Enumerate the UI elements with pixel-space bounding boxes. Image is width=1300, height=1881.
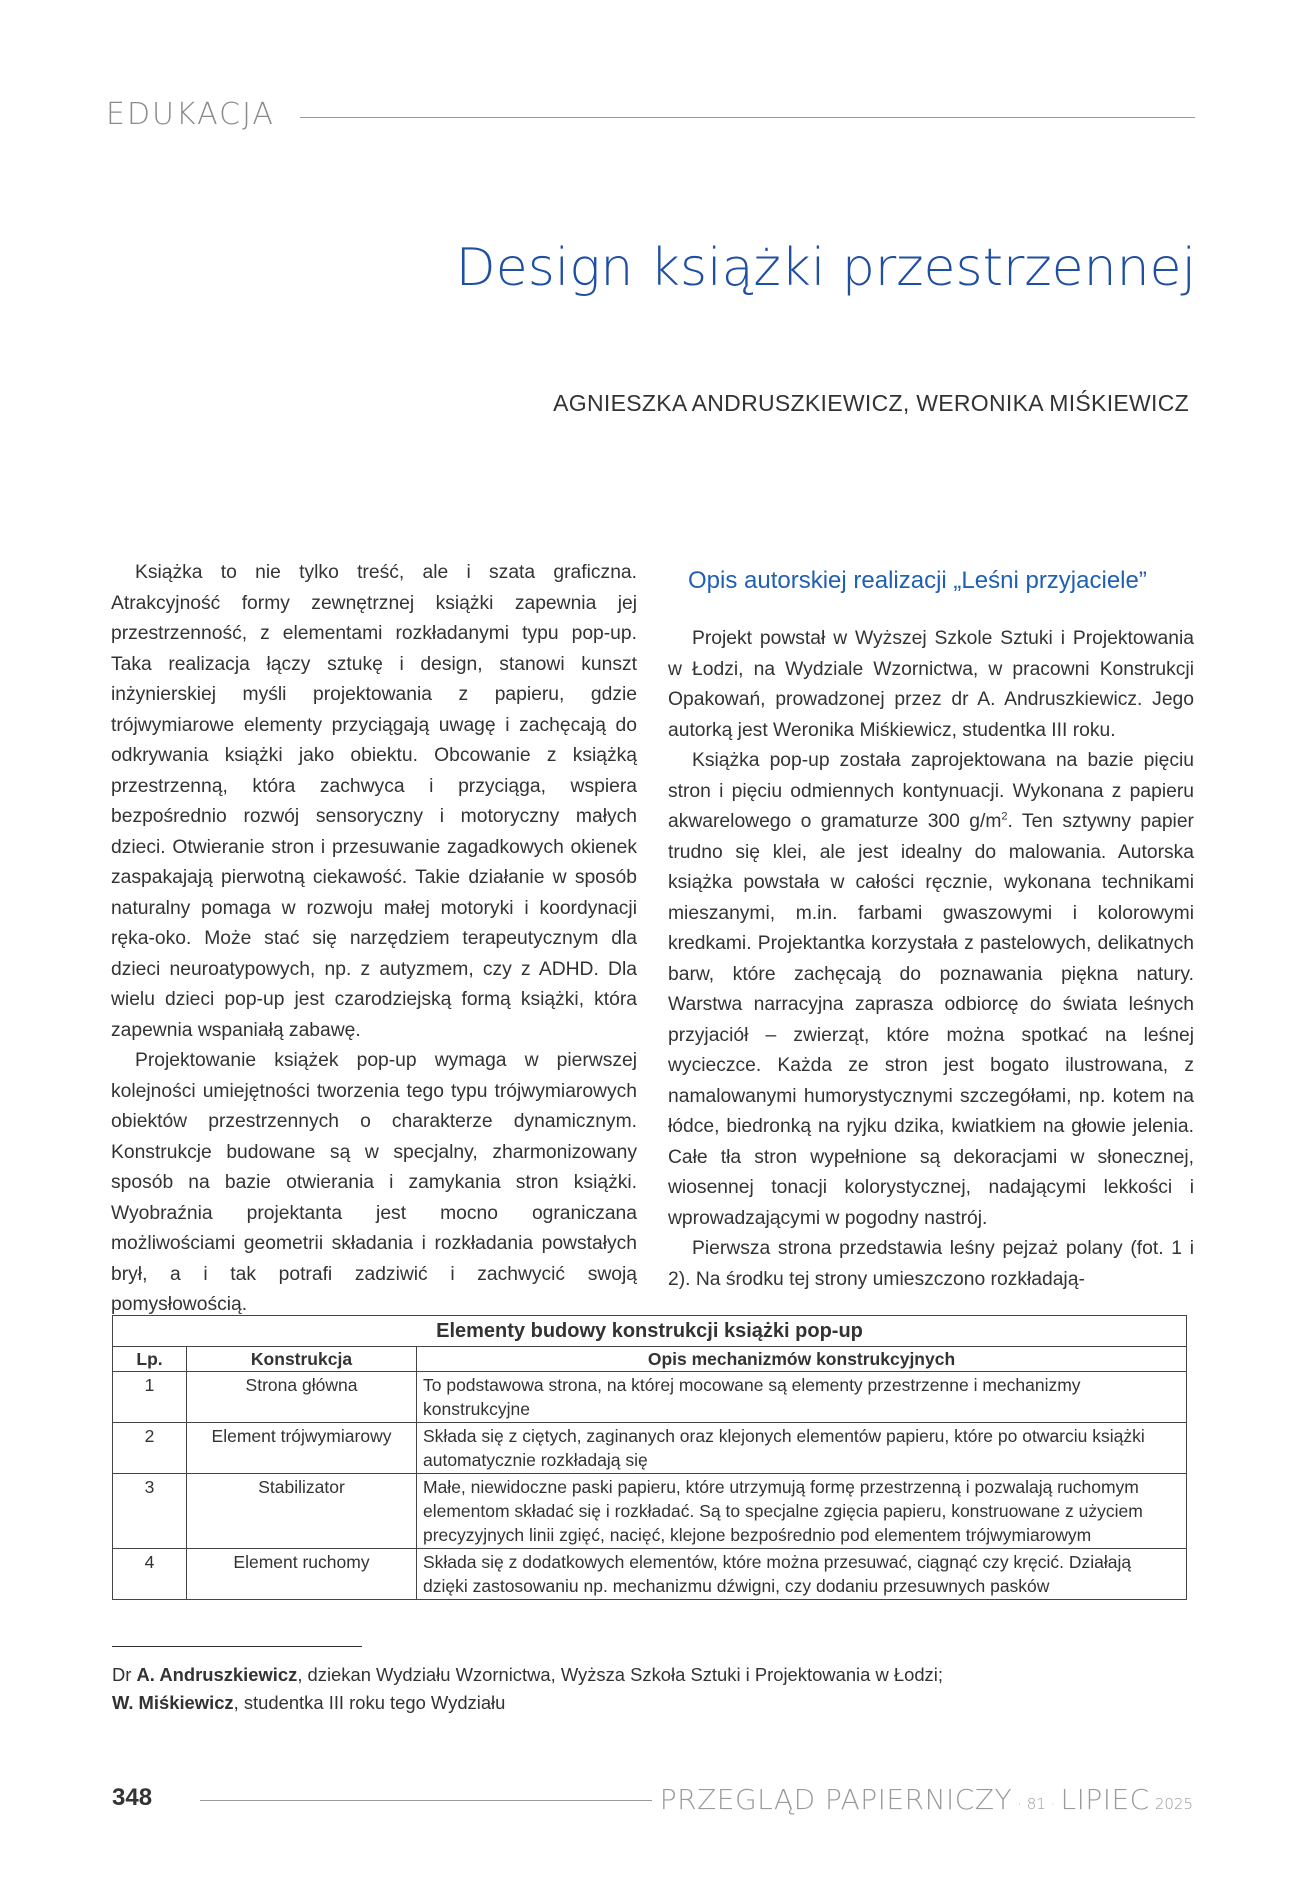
paragraph: Książka to nie tylko treść, ale i szata graficzna. Atrakcyjność formy zewnętrznej książki zapewnia jej przestrzenność, z elementami rozkładanymi typu pop-up. Taka realizacja łączy sztukę i design, stanowi kunszt inżynierskiej myśli projektowania z papieru, gdzie trójwymiarowe elementy przyciągają uwagę i zachęcają do odkrywania książki jako obiektu. Obcowanie z książką przestrzenną, która zachwyca i przyciąga, wspiera bezpośrednio rozwój sensoryczny i motoryczny małych dzieci. Otwieranie stron i przesuwanie zagadkowych okienek zaspakajają pierwotną ciekawość. Takie działanie w sposób naturalny pomaga w rozwoju małej motoryki i koordynacji ręka-oko. Może stać się narzędziem terapeutycznym dla dzieci neuroatypowych, np. z autyzmem, czy z ADHD. Dla wielu dzieci pop-up jest czarodziejską formą książki, która zapewnia wspaniałą zabawę. <box>111 562 637 1041</box>
article-title: Design książki przestrzennej <box>455 238 1196 298</box>
table-cell: 2 <box>113 1423 187 1474</box>
table-row <box>113 1474 1187 1549</box>
footnote-text: Dr <box>112 1664 137 1685</box>
table-cell: 4 <box>113 1549 187 1600</box>
footnote-text: , studentka III roku tego Wydziału <box>233 1692 506 1713</box>
footnote-author: W. Miśkiewicz <box>112 1692 234 1713</box>
paragraph: Projektowanie książek pop-up wymaga w pierwszej kolejności umiejętności tworzenia tego typu trójwymiarowych obiektów przestrzennych o charakterze dynamicznym. Konstrukcje budowane są w specjalny, zharmonizowany sposób na bazie otwierania i zamykania stron książki. Wyobraźnia projektanta jest mocno ograniczana możliwościami geometrii składania i rozkładania powstałych brył, a i tak potrafi zadziwić i zachwycić swoją pomysłowością. <box>111 1050 637 1315</box>
paragraph-text: . Ten sztywny papier trudno się klei, ale jest idealny do malowania. Autorska książka powstała w całości ręcznie, wykonana technikami mieszanymi, m.in. farbami gwaszowymi i kolorowymi kredkami. Projektantka korzystała z pastelowych, delikatnych barw, które zachęcają do poznawania piękna natury. Warstwa narracyjna zaprasza odbiorcę do świata leśnych przyjaciół – zwierząt, które można spotkać na leśnej wycieczce. Każda ze stron jest bogato ilustrowana, z namalowanymi humorystycznymi szczegółami, np. kotem na łódce, biedronką na ryjku dzika, kwiatkiem na głowie jelenia. Całe tła stron wypełnione są dekoracjami w słonecznej, wiosennej tonacji kolorystycznej, nadającymi lekkości i wprowadzającymi w pogodny nastrój. <box>668 811 1194 1229</box>
footnote-line <box>112 1661 943 1689</box>
journal-volume: · 81 · <box>1017 1795 1056 1813</box>
table-cell: Strona główna <box>187 1372 417 1423</box>
table-row <box>113 1549 1187 1600</box>
paragraph-text: Książka pop-up została zaprojektowana na bazie pięciu stron i pięciu odmiennych kontynuacji. Wykonana z papieru akwarelowego o gramaturze 300 g/m <box>668 750 1194 832</box>
journal-name: PRZEGLĄD PAPIERNICZY <box>659 1783 1013 1816</box>
section-heading: Opis autorskiej realizacji „Leśni przyjaciele” <box>688 567 1147 594</box>
table-cell: Element ruchomy <box>187 1549 417 1600</box>
table-caption: Elementy budowy konstrukcji książki pop-up <box>113 1316 1187 1347</box>
superscript: 2 <box>1001 810 1008 823</box>
table-header: Lp. <box>113 1347 187 1372</box>
table-header: Opis mechanizmów konstrukcyjnych <box>417 1347 1187 1372</box>
footnote <box>112 1661 943 1717</box>
table-cell: Element trójwymiarowy <box>187 1423 417 1474</box>
header-rule <box>300 117 1195 118</box>
right-column <box>668 558 1194 1295</box>
table-cell: Małe, niewidoczne paski papieru, które utrzymują formę przestrzenną i pozwalają ruchomym elementom składać się i rozkładać. Są to specjalne zgięcia papieru, konstruowane z użyciem precyzyjnych linii zgięć, nacięć, klejone bezpośrednio pod elementem trójwymiarowym <box>417 1474 1187 1549</box>
authors: AGNIESZKA ANDRUSZKIEWICZ, WERONIKA MIŚKIEWICZ <box>553 390 1189 416</box>
footer-rule <box>200 1800 652 1801</box>
table-cell: Stabilizator <box>187 1474 417 1549</box>
journal-month: LIPIEC <box>1060 1783 1150 1816</box>
footnote-author: A. Andruszkiewicz <box>136 1664 298 1685</box>
table-header: Konstrukcja <box>187 1347 417 1372</box>
table-cell: Składa się z dodatkowych elementów, które można przesuwać, ciągnąć czy kręcić. Działają dzięki zastosowaniu np. mechanizmu dźwigni, czy dodaniu przesuwnych pasków <box>417 1549 1187 1600</box>
left-column <box>111 558 637 1321</box>
footnote-text: , dziekan Wydziału Wzornictwa, Wyższa Szkoła Sztuki i Projektowania w Łodzi; <box>297 1664 943 1685</box>
journal-year: 2025 <box>1154 1795 1193 1813</box>
table-cell: 1 <box>113 1372 187 1423</box>
table-row <box>113 1372 1187 1423</box>
footnote-rule <box>112 1646 362 1647</box>
paragraph <box>668 746 1194 1234</box>
paragraph: Projekt powstał w Wyższej Szkole Sztuki i Projektowania w Łodzi, na Wydziale Wzornictwa, w pracowni Konstrukcji Opakowań, prowadzonej przez dr A. Andruszkiewicz. Jego autorką jest Weronika Miśkiewicz, studentka III roku. <box>668 628 1194 741</box>
table-cell: To podstawowa strona, na której mocowane są elementy przestrzenne i mechanizmy konstrukcyjne <box>417 1372 1187 1423</box>
section-label: EDUKACJA <box>106 97 275 132</box>
table-cell: 3 <box>113 1474 187 1549</box>
journal-footer <box>660 1785 1193 1819</box>
footnote-line <box>112 1689 943 1717</box>
paragraph: Pierwsza strona przedstawia leśny pejzaż polany (fot. 1 i 2). Na środku tej strony umieszczono rozkładają- <box>668 1238 1194 1290</box>
page-number: 348 <box>112 1784 153 1811</box>
construction-table <box>112 1315 1187 1600</box>
table-cell: Składa się z ciętych, zaginanych oraz klejonych elementów papieru, które po otwarciu książki automatycznie rozkładają się <box>417 1423 1187 1474</box>
table-row <box>113 1423 1187 1474</box>
